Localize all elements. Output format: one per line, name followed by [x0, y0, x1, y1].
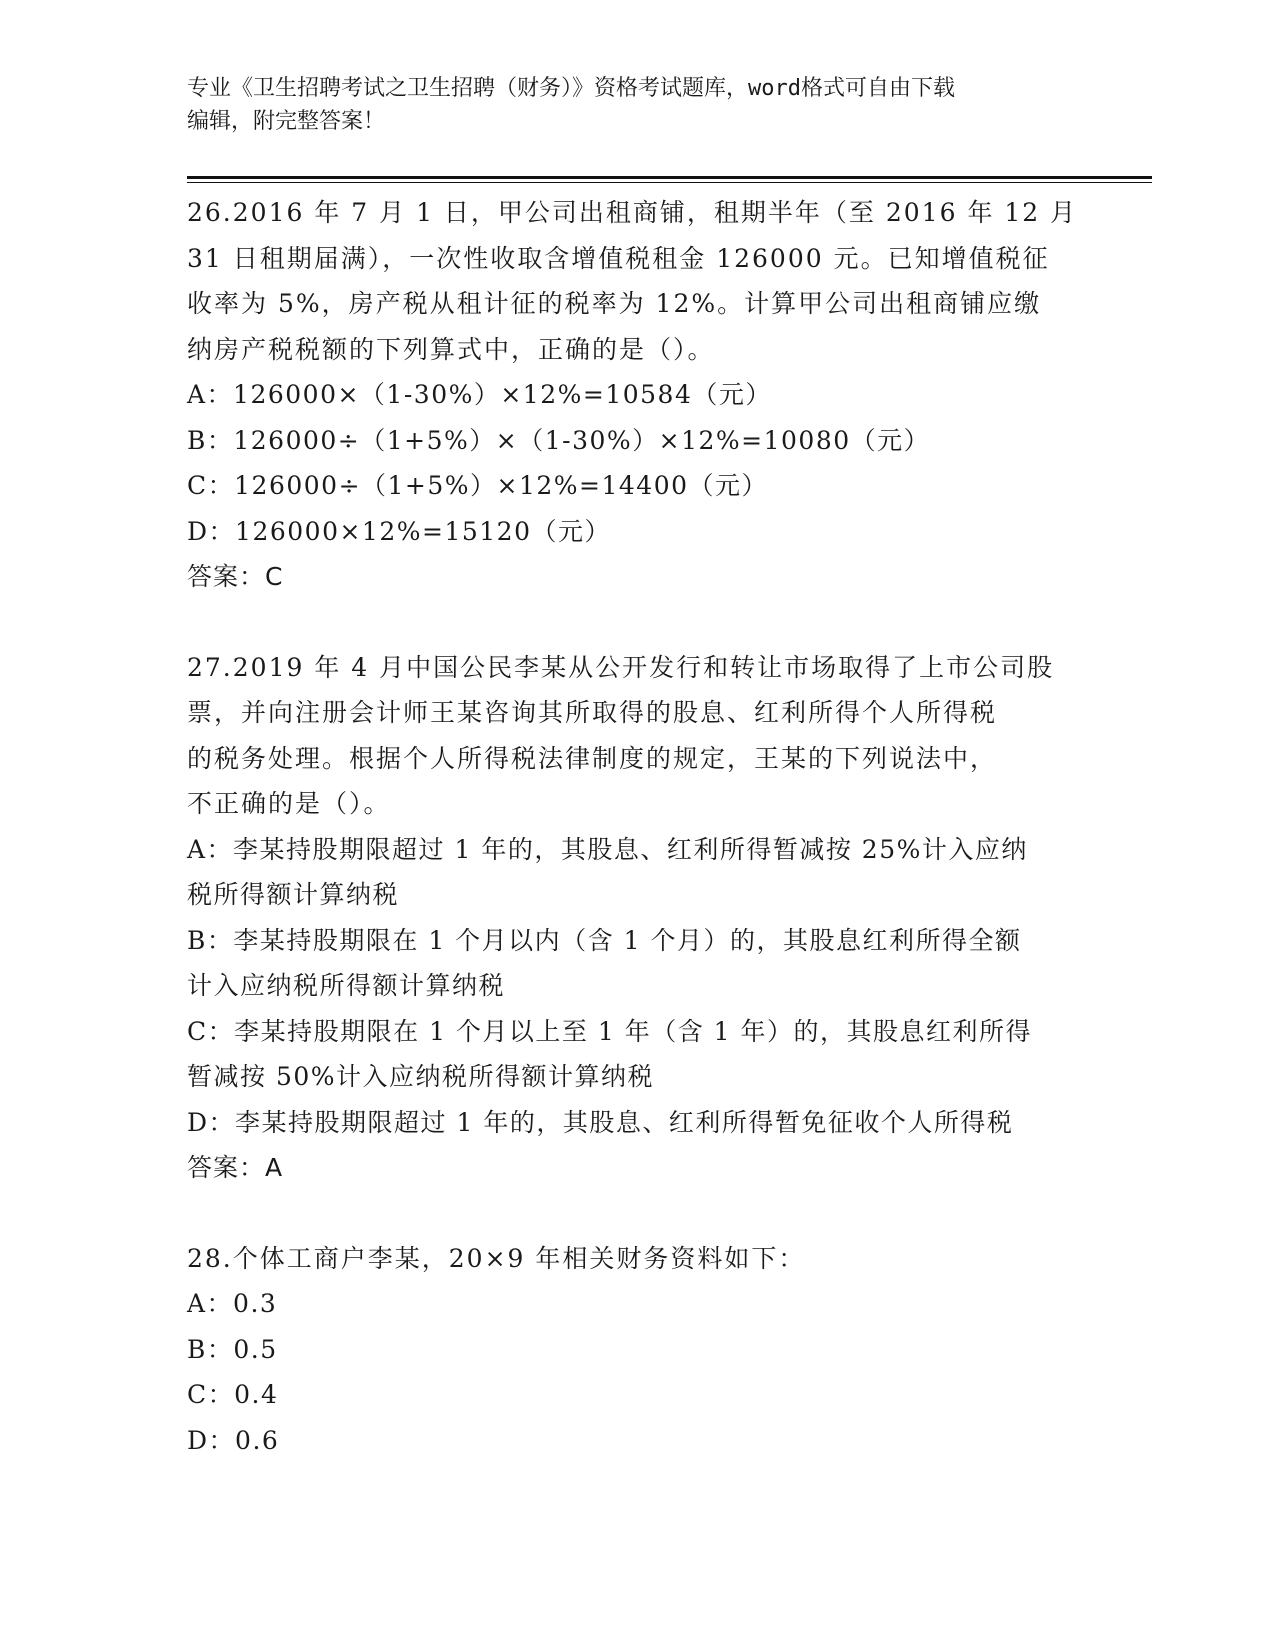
option-d: D：0.6: [187, 1425, 280, 1455]
question-stem-line: 不正确的是（）。: [187, 789, 391, 818]
header-divider-thick: [187, 176, 1152, 179]
option-d: D：李某持股期限超过 1 年的，其股息、红利所得暂免征收个人所得税: [187, 1107, 1014, 1137]
option-b: B：李某持股期限在 1 个月以内（含 1 个月）的，其股息红利所得全额: [187, 925, 1022, 955]
header-divider-thin: [187, 182, 1152, 183]
option-a: A：0.3: [187, 1289, 278, 1318]
question-stem-line: 27.2019 年 4 月中国公民李某从公开发行和转让市场取得了上市公司股: [187, 652, 1055, 682]
option-c: C：李某持股期限在 1 个月以上至 1 年（含 1 年）的，其股息红利所得: [187, 1016, 1033, 1046]
option-d: D：126000×12%=15120（元）: [187, 516, 611, 546]
option-a: A：126000×（1-30%）×12%=10584（元）: [187, 380, 772, 409]
header-line-2: 编辑，附完整答案！: [187, 109, 386, 134]
option-b-continued: 计入应纳税所得额计算纳税: [187, 971, 506, 1000]
question-stem-line: 31 日租期届满），一次性收取含增值税租金 126000 元。已知增值税征: [187, 243, 1050, 273]
question-stem-line: 收率为 5%，房产税从租计征的税率为 12%。计算甲公司出租商铺应缴: [187, 289, 1042, 318]
question-list: [187, 190, 1087, 1463]
answer-line: 答案：C: [187, 562, 284, 591]
question-27: [187, 645, 1087, 1191]
option-c: C：126000÷（1+5%）×12%=14400（元）: [187, 471, 769, 500]
question-stem-line: 28.个体工商户李某，20×9 年相关财务资料如下：: [187, 1243, 806, 1273]
spacer: [187, 1191, 1087, 1236]
answer-line: 答案：A: [187, 1153, 284, 1182]
spacer: [187, 600, 1087, 645]
option-c-continued: 暂减按 50%计入应纳税所得额计算纳税: [187, 1062, 655, 1091]
question-26: [187, 190, 1087, 600]
header-line-1: 专业《卫生招聘考试之卫生招聘（财务）》资格考试题库，word格式可自由下载: [187, 76, 955, 101]
question-stem-line: 票，并向注册会计师王某咨询其所取得的股息、红利所得个人所得税: [187, 698, 998, 727]
option-b: B：0.5: [187, 1334, 278, 1364]
page-header: [187, 72, 1087, 138]
option-a: A：李某持股期限超过 1 年的，其股息、红利所得暂减按 25%计入应纳: [187, 834, 1028, 864]
option-c: C：0.4: [187, 1380, 279, 1409]
question-28: [187, 1236, 1087, 1464]
question-stem-line: 26.2016 年 7 月 1 日，甲公司出租商铺，租期半年（至 2016 年 12 月: [187, 198, 1078, 227]
question-stem-line: 的税务处理。根据个人所得税法律制度的规定，王某的下列说法中，: [187, 743, 998, 773]
option-b: B：126000÷（1+5%）×（1-30%）×12%=10080（元）: [187, 425, 931, 455]
question-stem-line: 纳房产税税额的下列算式中，正确的是（）。: [187, 334, 715, 364]
option-a-continued: 税所得额计算纳税: [187, 880, 400, 909]
